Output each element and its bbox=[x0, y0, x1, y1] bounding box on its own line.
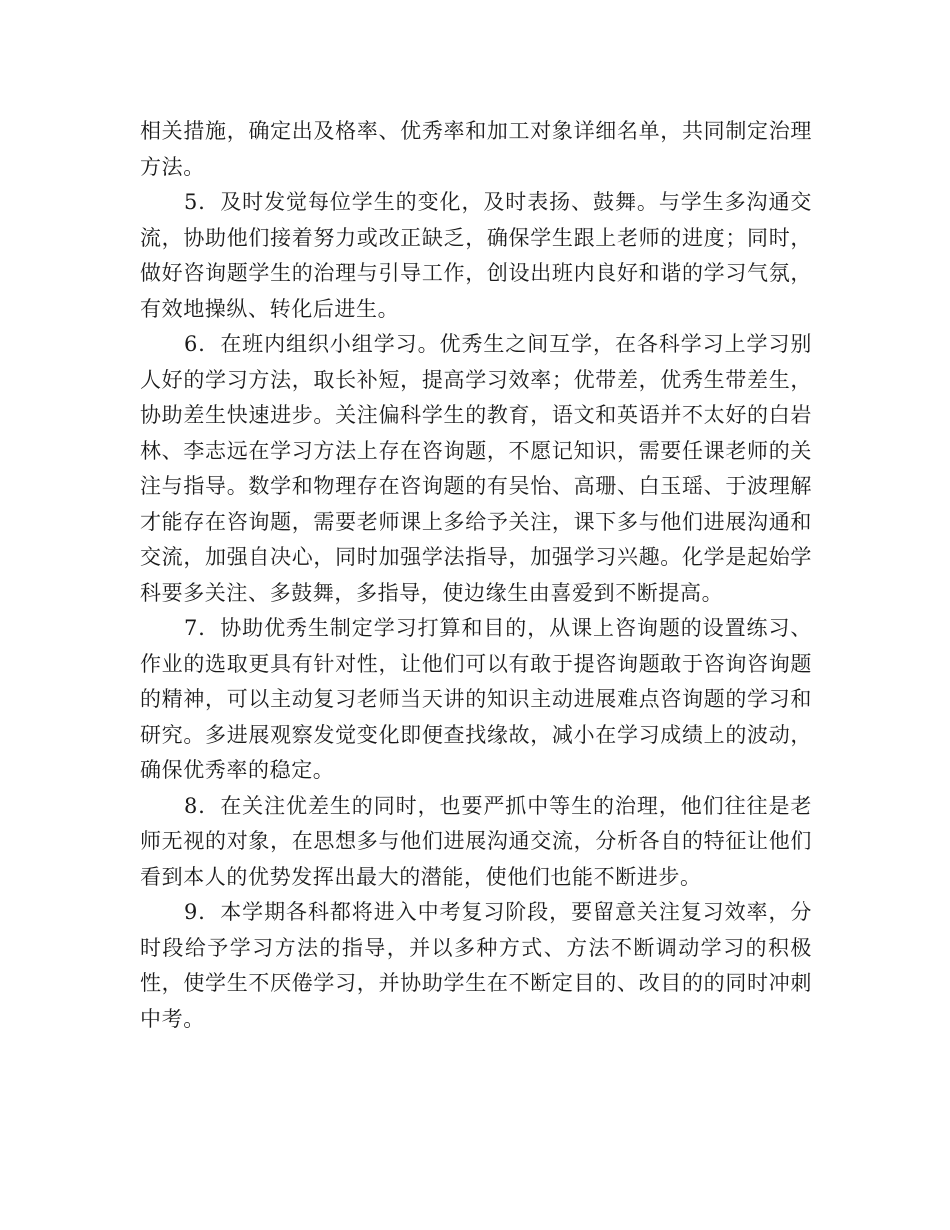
document-body bbox=[140, 114, 812, 1037]
paragraph-item-8: 8．在关注优差生的同时，也要严抓中等生的治理，他们往往是老师无视的对象，在思想多与他们进展沟通交流，分析各自的特征让他们看到本人的优势发挥出最大的潜能，使他们也能不断进步。 bbox=[140, 793, 812, 889]
paragraph-item-5: 5．及时发觉每位学生的变化，及时表扬、鼓舞。与学生多沟通交流，协助他们接着努力或改正缺乏，确保学生跟上老师的进度；同时，做好咨询题学生的治理与引导工作，创设出班内良好和谐的学习气氛，有效地操纵、转化后进生。 bbox=[140, 190, 812, 321]
paragraph-item-7: 7．协助优秀生制定学习打算和目的，从课上咨询题的设置练习、作业的选取更具有针对性，让他们可以有敢于提咨询题敢于咨询咨询题的精神，可以主动复习老师当天讲的知识主动进展难点咨询题的学习和研究。多进展观察发觉变化即便查找缘故，减小在学习成绩上的波动，确保优秀率的稳定。 bbox=[140, 616, 812, 782]
paragraph-item-9: 9．本学期各科都将进入中考复习阶段，要留意关注复习效率，分时段给予学习方法的指导，并以多种方式、方法不断调动学习的积极性，使学生不厌倦学习，并协助学生在不断定目的、改目的的同时冲刺中考。 bbox=[140, 900, 812, 1031]
paragraph-item-6: 6．在班内组织小组学习。优秀生之间互学，在各科学习上学习别人好的学习方法，取长补短，提高学习效率；优带差，优秀生带差生，协助差生快速进步。关注偏科学生的教育，语文和英语并不太好的白岩林、李志远在学习方法上存在咨询题，不愿记知识，需要任课老师的关注与指导。数学和物理存在咨询题的有吴怡、高珊、白玉瑶、于波理解才能存在咨询题，需要老师课上多给予关注，课下多与他们进展沟通和交流，加强自决心，同时加强学法指导，加强学习兴趣。化学是起始学科要多关注、多鼓舞，多指导，使边缘生由喜爱到不断提高。 bbox=[140, 332, 812, 605]
paragraph-continuation: 相关措施，确定出及格率、优秀率和加工对象详细名单，共同制定治理方法。 bbox=[140, 119, 812, 179]
